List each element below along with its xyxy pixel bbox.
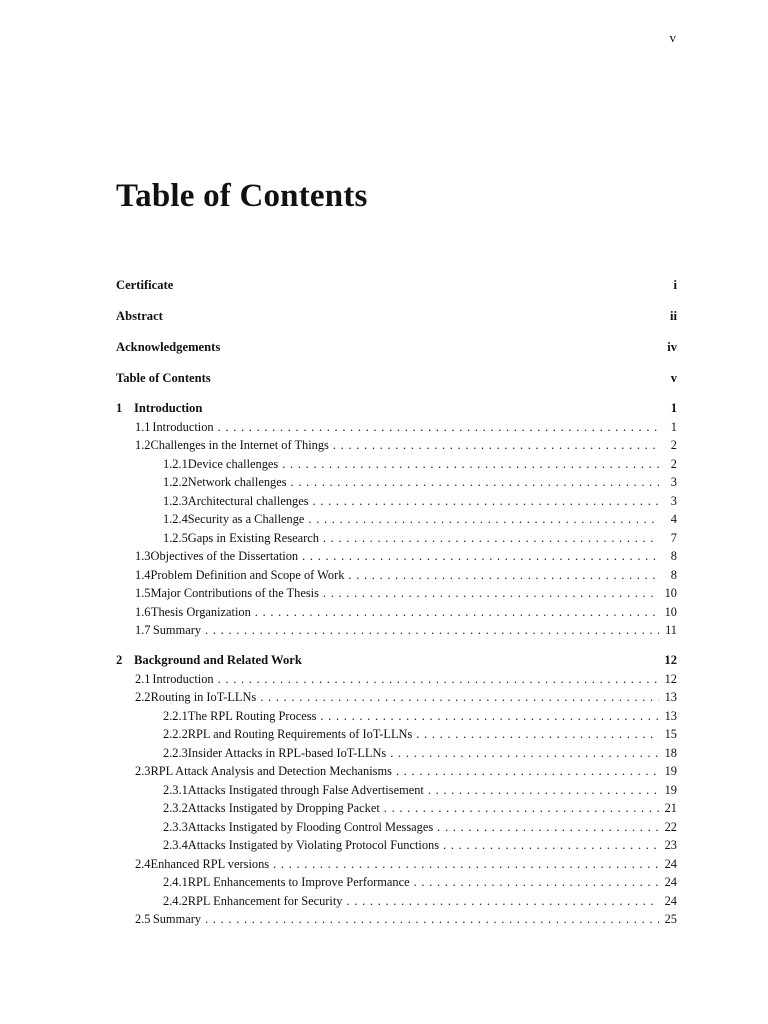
toc-entry[interactable]: [163, 800, 677, 816]
entry-page-number: 10: [664, 586, 677, 600]
entry-label: Attacks Instigated by Dropping Packet: [187, 801, 380, 815]
entry-page-number: 3: [670, 493, 677, 508]
entry-label: Acknowledgements: [116, 340, 221, 354]
entry-label: Thesis Organization: [150, 604, 251, 619]
entry-number: 2.2.2: [163, 727, 188, 741]
entry-label: Summary: [152, 623, 202, 637]
dot-leader: [255, 604, 659, 620]
toc-entry[interactable]: [135, 856, 677, 872]
entry-label: Attacks Instigated by Flooding Control Messages: [187, 819, 434, 834]
entry-label: Abstract: [116, 309, 163, 323]
entry-number: 2.4.1: [163, 875, 188, 889]
dot-leader: [443, 837, 659, 853]
entry-page-number: 21: [664, 801, 677, 815]
toc-heading-entry[interactable]: [116, 339, 677, 355]
entry-label: RPL Attack Analysis and Detection Mechanisms: [150, 764, 392, 778]
dot-leader: [390, 745, 659, 761]
dot-leader: [416, 726, 659, 742]
entry-label: The RPL Routing Process: [187, 708, 317, 723]
entry-page-number: 7: [670, 530, 677, 545]
entry-label: Gaps in Existing Research: [187, 530, 319, 545]
dot-leader: [273, 856, 659, 872]
entry-page-number: i: [673, 278, 677, 292]
dot-leader: [308, 511, 659, 527]
entry-label: Introduction: [152, 419, 214, 434]
dot-leader: [313, 493, 659, 509]
toc-entry[interactable]: [135, 567, 677, 583]
entry-number: 1.6: [135, 604, 151, 619]
entry-page-number: 8: [670, 549, 677, 563]
entry-label: Challenges in the Internet of Things: [150, 438, 329, 452]
toc-entry[interactable]: [163, 530, 677, 546]
entry-number: 2.2.3: [163, 745, 188, 760]
entry-label: Objectives of the Dissertation: [150, 549, 299, 563]
entry-number: 2: [116, 653, 123, 667]
dot-leader: [323, 585, 659, 601]
toc-entry[interactable]: [135, 548, 677, 564]
entry-page-number: 22: [664, 819, 677, 834]
entry-number: 2.2.1: [163, 708, 188, 723]
entry-number: 1.2.1: [163, 456, 188, 471]
toc-entry[interactable]: [135, 689, 677, 705]
toc-entry[interactable]: [163, 745, 677, 761]
entry-page-number: 24: [664, 893, 677, 908]
dot-leader: [323, 530, 659, 546]
dot-leader: [396, 763, 659, 779]
entry-number: 1.2.3: [163, 493, 188, 508]
entry-label: Summary: [152, 912, 202, 926]
entry-page-number: 18: [664, 745, 677, 760]
entry-label: Insider Attacks in RPL-based IoT-LLNs: [187, 745, 387, 760]
entry-label: Routing in IoT-LLNs: [150, 690, 257, 704]
entry-number: 1.7: [135, 623, 151, 637]
dot-leader: [282, 456, 659, 472]
entry-label: RPL Enhancements to Improve Performance: [187, 875, 410, 889]
entry-label: Network challenges: [187, 475, 287, 489]
entry-number: 2.2: [135, 690, 151, 704]
entry-label: Table of Contents: [116, 371, 211, 385]
entry-number: 1.2.2: [163, 475, 188, 489]
toc-entry[interactable]: [163, 726, 677, 742]
entry-number: 2.4.2: [163, 893, 188, 908]
entry-number: 2.3: [135, 764, 151, 778]
entry-label: RPL and Routing Requirements of IoT-LLNs: [187, 727, 413, 741]
entry-page-number: 4: [670, 512, 677, 526]
toc-entry[interactable]: [135, 585, 677, 601]
dot-leader: [428, 782, 659, 798]
entry-page-number: 12: [664, 671, 677, 686]
entry-label: Enhanced RPL versions: [150, 856, 270, 871]
entry-page-number: 24: [664, 875, 677, 889]
entry-label: Device challenges: [187, 456, 279, 471]
entry-label: Background and Related Work: [134, 653, 302, 667]
entry-number: 1.2: [135, 438, 151, 452]
entry-number: 1.5: [135, 586, 151, 600]
entry-number: 1.1: [135, 419, 151, 434]
dot-leader: [414, 874, 659, 890]
entry-page-number: 12: [664, 653, 677, 667]
entry-page-number: 19: [664, 782, 677, 797]
toc-entry[interactable]: [163, 493, 677, 509]
entry-page-number: 15: [664, 727, 677, 741]
dot-leader: [320, 708, 659, 724]
entry-number: 1.2.5: [163, 530, 188, 545]
entry-label: Attacks Instigated through False Advertisement: [187, 782, 424, 797]
entry-number: 2.5: [135, 912, 151, 926]
entry-page-number: 1: [670, 401, 677, 415]
entry-page-number: 1: [670, 419, 677, 434]
entry-page-number: 13: [664, 708, 677, 723]
entry-number: 1.4: [135, 567, 151, 582]
entry-page-number: 25: [664, 912, 677, 926]
entry-label: Problem Definition and Scope of Work: [150, 567, 345, 582]
entry-number: 2.3.4: [163, 838, 188, 852]
entry-page-number: v: [670, 371, 677, 385]
entry-page-number: iv: [667, 340, 677, 354]
dot-leader: [205, 622, 659, 638]
dot-leader: [260, 689, 659, 705]
entry-label: Major Contributions of the Thesis: [150, 586, 319, 600]
toc-entry[interactable]: [163, 511, 677, 527]
entry-number: 1.2.4: [163, 512, 188, 526]
dot-leader: [333, 437, 659, 453]
toc-entry[interactable]: [135, 604, 677, 620]
toc-entry[interactable]: [135, 437, 677, 453]
entry-number: 1: [116, 401, 123, 415]
toc-entry[interactable]: [135, 419, 677, 435]
toc-entry[interactable]: [163, 874, 677, 890]
dot-leader: [218, 419, 659, 435]
dot-leader: [347, 893, 659, 909]
toc-entry[interactable]: [135, 763, 677, 779]
toc-heading-entry[interactable]: [116, 370, 677, 386]
toc-entry[interactable]: [163, 782, 677, 798]
entry-number: 2.3.1: [163, 782, 188, 797]
entry-page-number: 10: [664, 604, 677, 619]
toc-entry[interactable]: [163, 708, 677, 724]
dot-leader: [302, 548, 659, 564]
entry-label: Security as a Challenge: [187, 512, 305, 526]
dot-leader: [218, 671, 659, 687]
toc-entry[interactable]: [163, 474, 677, 490]
entry-page-number: 8: [670, 567, 677, 582]
toc-entry[interactable]: [163, 893, 677, 909]
toc-entry[interactable]: [163, 456, 677, 472]
entry-number: 2.4: [135, 856, 151, 871]
entry-number: 1.3: [135, 549, 151, 563]
toc-entry[interactable]: [135, 671, 677, 687]
dot-leader: [348, 567, 659, 583]
entry-page-number: 2: [670, 456, 677, 471]
dot-leader: [384, 800, 659, 816]
toc-entry[interactable]: [163, 837, 677, 853]
entry-page-number: ii: [670, 309, 677, 323]
entry-label: Introduction: [134, 401, 203, 415]
entry-page-number: 23: [664, 838, 677, 852]
toc-entry[interactable]: [135, 622, 677, 638]
entry-label: Certificate: [116, 278, 174, 292]
entry-number: 2.3.2: [163, 801, 188, 815]
page-title: Table of Contents: [116, 178, 368, 214]
entry-page-number: 2: [670, 438, 677, 452]
dot-leader: [437, 819, 659, 835]
dot-leader: [205, 911, 659, 927]
toc-entry[interactable]: [163, 819, 677, 835]
toc-heading-entry[interactable]: [116, 277, 677, 293]
entry-number: 2.3.3: [163, 819, 188, 834]
toc-heading-entry[interactable]: [116, 652, 677, 668]
toc-entry[interactable]: [135, 911, 677, 927]
dot-leader: [291, 474, 659, 490]
entry-label: Introduction: [152, 671, 214, 686]
page-number: v: [669, 30, 676, 45]
entry-page-number: 19: [664, 764, 677, 778]
entry-number: 2.1: [135, 671, 151, 686]
toc-heading-entry[interactable]: [116, 400, 677, 416]
entry-label: Attacks Instigated by Violating Protocol Functions: [187, 838, 440, 852]
entry-label: RPL Enhancement for Security: [187, 893, 343, 908]
entry-page-number: 13: [664, 690, 677, 704]
entry-page-number: 11: [665, 623, 677, 637]
entry-label: Architectural challenges: [187, 493, 309, 508]
toc-heading-entry[interactable]: [116, 308, 677, 324]
entry-page-number: 24: [664, 856, 677, 871]
entry-page-number: 3: [670, 475, 677, 489]
